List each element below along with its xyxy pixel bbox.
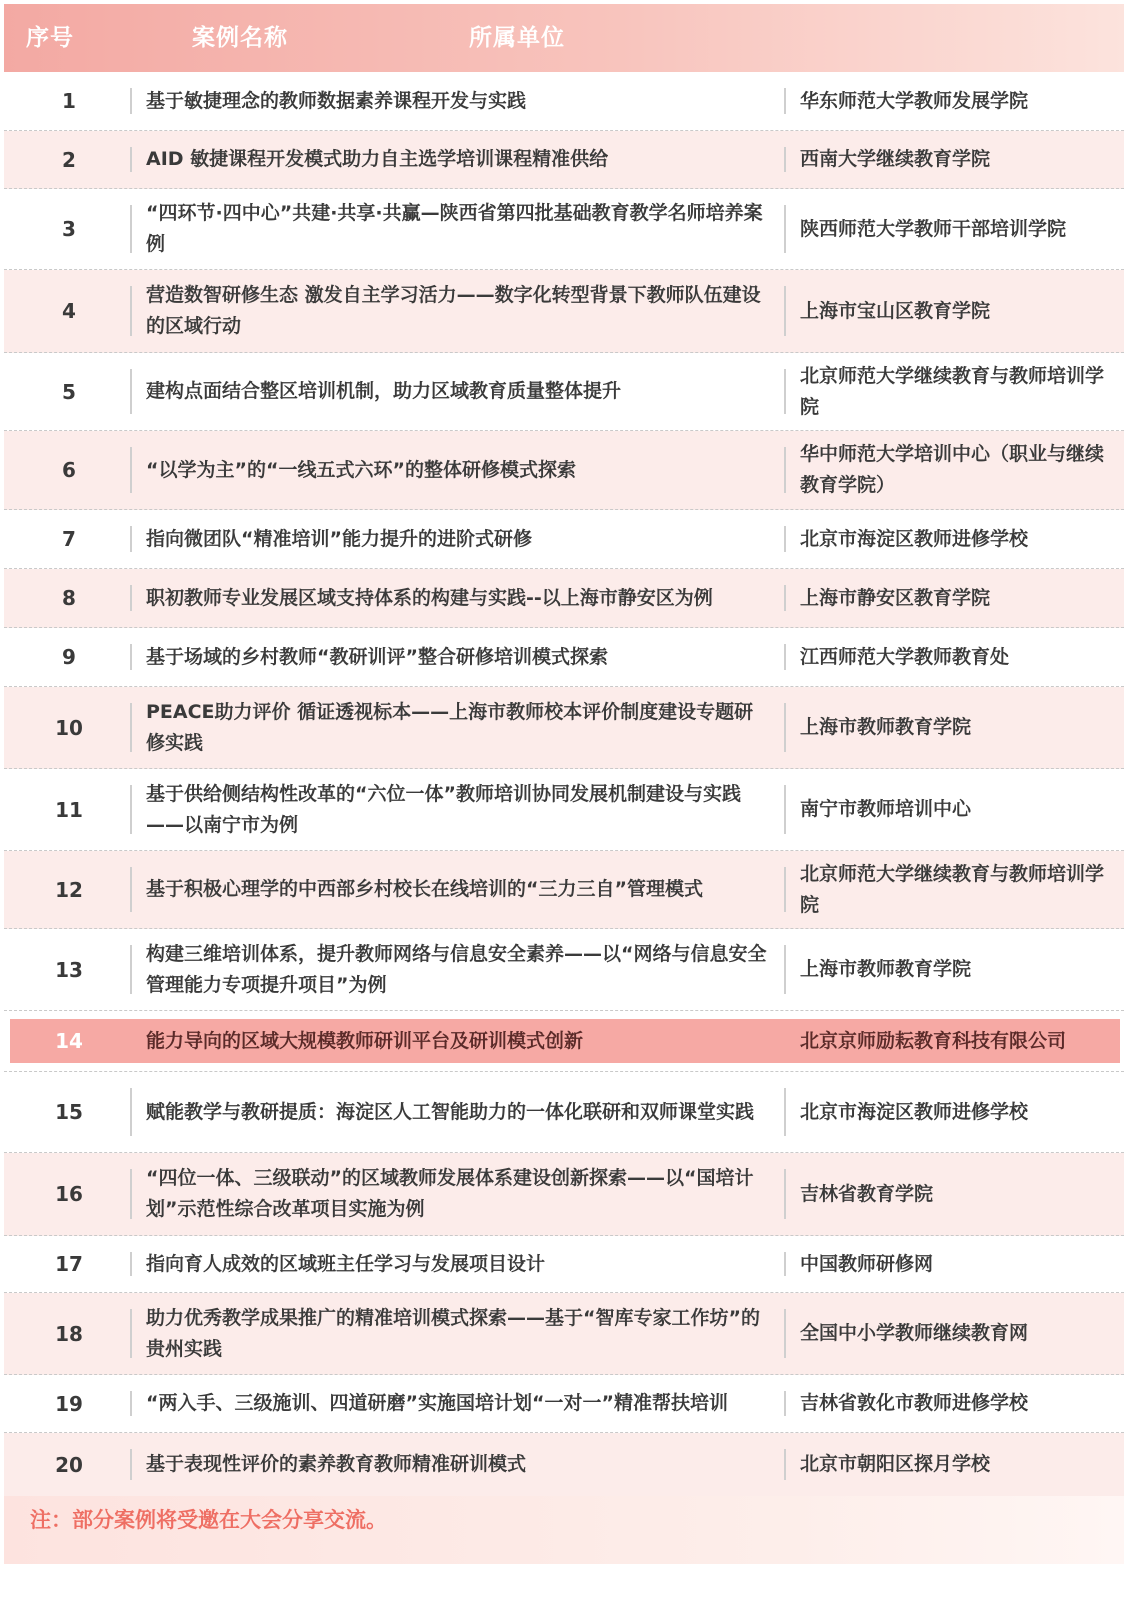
row-number: 10 [55,715,83,740]
table-row [4,769,1124,851]
table-row [4,189,1124,270]
row-unit: 陕西师范大学教师干部培训学院 [800,217,1067,240]
row-case-name: 基于积极心理学的中西部乡村校长在线培训的“三力三自”管理模式 [146,878,703,900]
row-case-name: 职初教师专业发展区域支持体系的构建与实践--以上海市静安区为例 [146,586,713,609]
row-unit: 吉林省教育学院 [800,1182,934,1205]
table-row [4,687,1124,769]
row-number: 9 [62,645,76,669]
row-case-name: 指向育人成效的区域班主任学习与发展项目设计 [146,1252,546,1275]
table-row [4,1072,1124,1153]
table-row [4,628,1124,687]
table-row [4,1236,1124,1293]
row-case-name: 基于场域的乡村教师“教研训评”整合研修培训模式探索 [146,645,608,668]
row-unit: 上海市教师教育学院 [800,958,972,980]
row-number: 2 [62,147,76,172]
row-number: 14 [55,1029,83,1053]
table-row [4,569,1124,628]
row-number: 8 [62,586,76,610]
row-unit: 江西师范大学教师教育处 [800,645,1010,668]
row-number: 12 [55,877,83,902]
row-unit: 北京市海淀区教师进修学校 [800,1100,1029,1123]
table-row [4,1375,1124,1433]
row-unit: 北京市海淀区教师进修学校 [800,527,1029,550]
row-number: 13 [55,957,83,982]
row-number: 7 [62,527,76,551]
table-row [4,851,1124,929]
row-case-name: AID 敏捷课程开发模式助力自主选学培训课程精准供给 [146,148,609,170]
row-case-name: 营造数智研修生态 激发自主学习活力——数字化转型背景下教师队伍建设的区域行动 [146,284,761,337]
table-row [4,1433,1124,1496]
row-case-name: 能力导向的区域大规模教师研训平台及研训模式创新 [146,1029,584,1052]
table-row-highlighted [4,1011,1124,1072]
table-row [4,72,1124,131]
table-row [4,353,1124,431]
row-number: 19 [55,1391,83,1416]
row-number: 15 [55,1100,83,1124]
row-unit: 上海市静安区教育学院 [800,586,991,609]
row-case-name: 基于表现性评价的素养教育教师精准研训模式 [146,1453,527,1475]
table-header [4,4,1124,72]
row-number: 16 [55,1182,83,1206]
row-number: 3 [62,217,76,241]
footnote-bar [4,1496,1124,1564]
row-number: 20 [55,1452,83,1477]
footnote-text: 注：部分案例将受邀在大会分享交流。 [30,1508,387,1532]
row-number: 11 [55,797,83,822]
row-unit: 华东师范大学教师发展学院 [800,89,1029,112]
row-case-name: 基于敏捷理念的教师数据素养课程开发与实践 [146,89,527,112]
row-number: 1 [62,89,76,113]
row-unit: 北京市朝阳区探月学校 [800,1453,991,1475]
header-unit: 所属单位 [469,25,565,51]
row-number: 6 [62,458,76,482]
table-row [4,131,1124,189]
row-case-name: 助力优秀教学成果推广的精准培训模式探索——基于“智库专家工作坊”的贵州实践 [146,1306,760,1360]
row-number: 18 [55,1321,83,1346]
row-unit: 西南大学继续教育学院 [800,148,991,170]
row-unit: 南宁市教师培训中心 [800,798,972,820]
row-case-name: “四环节·四中心”共建·共享·共赢—陕西省第四批基础教育教学名师培养案例 [146,202,763,255]
row-unit: 中国教师研修网 [800,1252,934,1275]
row-number: 5 [62,379,76,404]
row-unit: 华中师范大学培训中心（职业与继续教育学院） [800,443,1105,496]
table-row [4,929,1124,1011]
table-row [4,1293,1124,1375]
row-case-name: 指向微团队“精准培训”能力提升的进阶式研修 [146,527,532,550]
table-row [4,431,1124,510]
header-no: 序号 [26,25,74,51]
row-case-name: 赋能教学与教研提质：海淀区人工智能助力的一体化联研和双师课堂实践 [146,1100,755,1123]
row-unit: 上海市教师教育学院 [800,716,972,738]
header-case-name: 案例名称 [192,25,288,51]
row-case-name: 建构点面结合整区培训机制，助力区域教育质量整体提升 [146,380,622,402]
table-row [4,1153,1124,1236]
row-number: 4 [62,299,76,323]
row-case-name: “以学为主”的“一线五式六环”的整体研修模式探索 [146,458,576,481]
row-case-name: 构建三维培训体系，提升教师网络与信息安全素养——以“网络与信息安全管理能力专项提升项目”为例 [146,942,767,996]
row-case-name: PEACE助力评价 循证透视标本——上海市教师校本评价制度建设专题研修实践 [146,700,754,754]
row-number: 17 [55,1252,83,1276]
row-unit: 吉林省敦化市教师进修学校 [800,1392,1029,1414]
table-row [4,270,1124,353]
row-case-name: “四位一体、三级联动”的区域教师发展体系建设创新探索——以“国培计划”示范性综合改革项目实施为例 [146,1167,754,1220]
row-case-name: “两入手、三级施训、四道研磨”实施国培计划“一对一”精准帮扶培训 [146,1392,728,1414]
table-body [4,72,1124,1496]
row-unit: 全国中小学教师继续教育网 [800,1322,1029,1344]
row-unit: 北京师范大学继续教育与教师培训学院 [800,364,1105,418]
table-row [4,510,1124,569]
row-unit: 上海市宝山区教育学院 [800,299,991,322]
row-unit: 北京师范大学继续教育与教师培训学院 [800,862,1105,916]
row-unit: 北京京师励耘教育科技有限公司 [800,1029,1067,1052]
row-case-name: 基于供给侧结构性改革的“六位一体”教师培训协同发展机制建设与实践——以南宁市为例 [146,782,741,836]
